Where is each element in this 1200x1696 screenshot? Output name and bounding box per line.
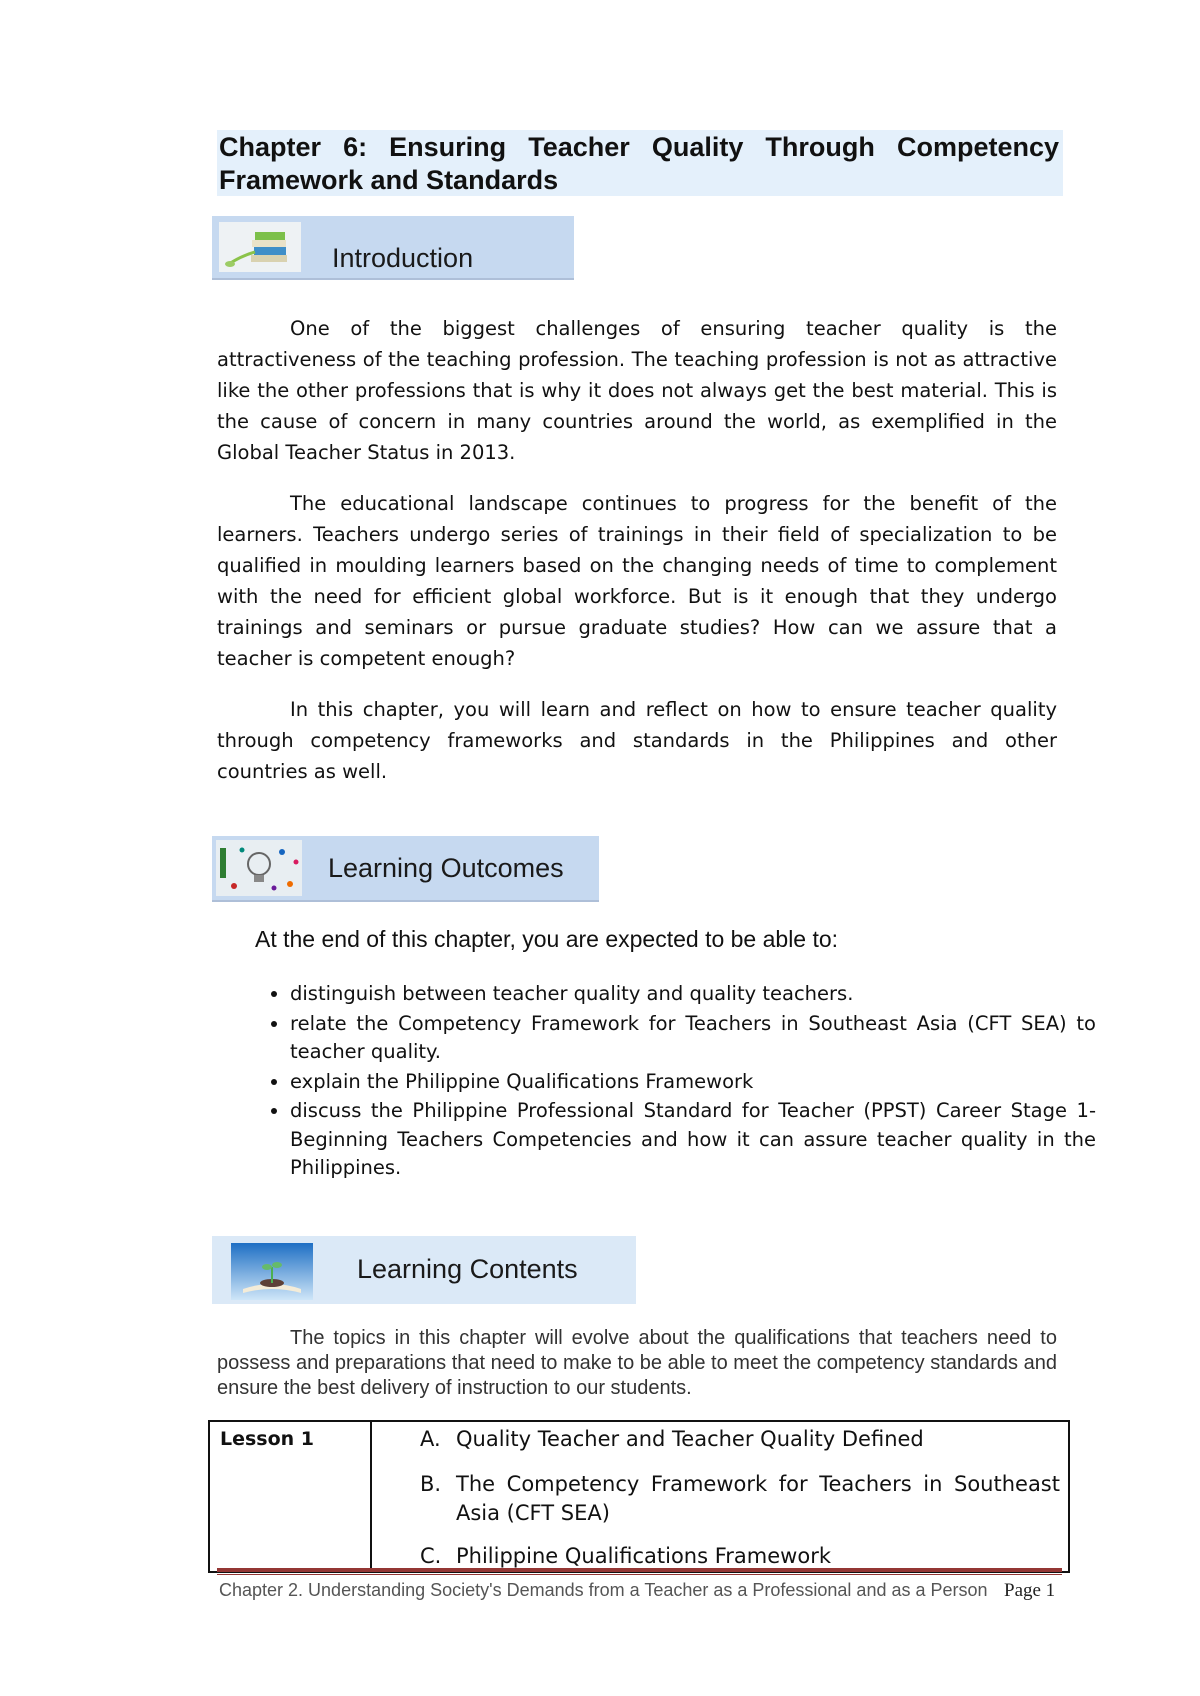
topic-letter: C. bbox=[420, 1544, 442, 1568]
topic-text: Philippine Qualifications Framework bbox=[456, 1544, 831, 1568]
list-item: • distinguish between teacher quality and quality teachers. bbox=[290, 980, 1096, 1009]
lesson-label: Lesson 1 bbox=[209, 1421, 371, 1572]
introduction-label: Introduction bbox=[332, 243, 474, 273]
lesson-topic bbox=[420, 1542, 1060, 1571]
footer-rule bbox=[217, 1568, 1062, 1572]
lightbulb-icon bbox=[216, 840, 302, 896]
topic-letter: A. bbox=[420, 1427, 441, 1451]
list-item: • discuss the Philippine Professional Standard for Teacher (PPST) Career Stage 1-Beginning Teachers Competencies and how it can assure teacher quality in the Philippines. bbox=[290, 1097, 1096, 1183]
footer-text: Chapter 2. Understanding Society's Demands from a Teacher as a Professional and as a Person bbox=[219, 1580, 988, 1600]
intro-paragraph-2: The educational landscape continues to progress for the benefit of the learners. Teachers undergo series of trainings in their field of specialization to be qualified in moulding learners based on the changing needs of time to complement with the need for efficient global workforce. But is it enough that they undergo trainings and seminars or pursue graduate studies? How can we assure that a teacher is competent enough? bbox=[217, 492, 1057, 670]
learning-contents-label: Learning Contents bbox=[357, 1254, 578, 1284]
open-book-plant-icon bbox=[231, 1243, 313, 1300]
lesson-topics bbox=[371, 1421, 1069, 1572]
topic-text: Quality Teacher and Teacher Quality Defined bbox=[456, 1427, 924, 1451]
topic-letter: B. bbox=[420, 1472, 442, 1496]
outcomes-lead: At the end of this chapter, you are expected to be able to: bbox=[255, 926, 839, 952]
contents-paragraph: The topics in this chapter will evolve about the qualifications that teachers need to possess and preparations that need to make to be able to meet the competency standards and ensure the best delivery of instruction to our students. bbox=[217, 1327, 1057, 1399]
learning-outcomes-label: Learning Outcomes bbox=[328, 853, 564, 883]
page-number: Page 1 bbox=[1004, 1580, 1056, 1601]
lesson-topic bbox=[420, 1425, 1060, 1454]
chapter-title: Chapter 6: Ensuring Teacher Quality Through Competency Framework and Standards bbox=[219, 132, 1059, 195]
books-icon bbox=[219, 222, 301, 272]
lesson-topic bbox=[420, 1470, 1060, 1528]
intro-paragraph-1: One of the biggest challenges of ensuring teacher quality is the attractiveness of the teaching profession. The teaching profession is not as attractive like the other professions that is why it does not always get the best material. This is the cause of concern in many countries around the world, as exemplified in the Global Teacher Status in 2013. bbox=[217, 317, 1057, 464]
outcomes-list bbox=[253, 980, 1096, 1184]
list-item: • explain the Philippine Qualifications Framework bbox=[290, 1068, 1096, 1097]
intro-paragraph-3: In this chapter, you will learn and reflect on how to ensure teacher quality through competency frameworks and standards in the Philippines and other countries as well. bbox=[217, 698, 1057, 783]
topic-text: The Competency Framework for Teachers in Southeast Asia (CFT SEA) bbox=[456, 1472, 1060, 1525]
footer-rule-thin bbox=[217, 1574, 1062, 1575]
lessons-table bbox=[208, 1420, 1070, 1573]
list-item: • relate the Competency Framework for Teachers in Southeast Asia (CFT SEA) to teacher quality. bbox=[290, 1010, 1096, 1067]
